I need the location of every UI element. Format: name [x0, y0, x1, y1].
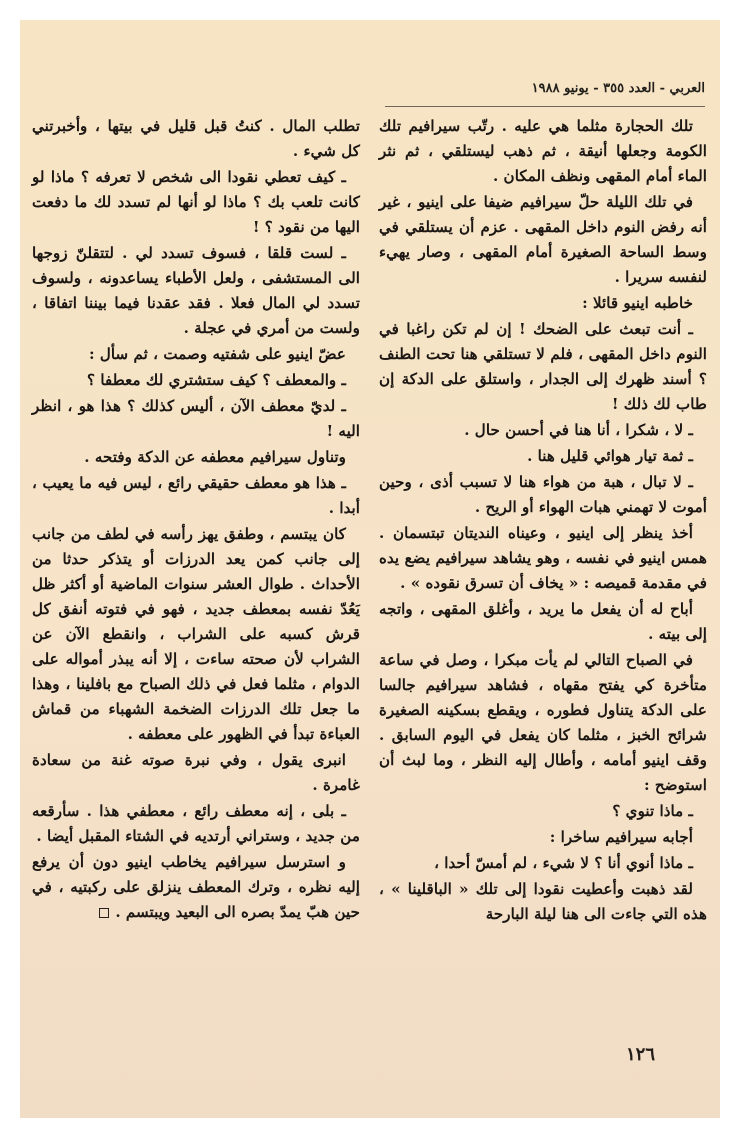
paragraph: ـ بلى ، إنه معطف رائع ، معطفي هذا . سأرقعه من جديد ، وستراني أرتديه في الشتاء المقبل أيضا . — [32, 802, 360, 845]
paragraph: خاطبه اينيو قائلا : — [582, 294, 693, 312]
paragraph: عضّ اينيو على شفتيه وصمت ، ثم سأل : — [88, 345, 346, 363]
paragraph: ـ لا ، شكرا ، أنا هنا في أحسن حال . — [464, 421, 693, 439]
last-paragraph-text: و استرسل سيرافيم يخاطب اينيو دون أن يرفع إليه نظره ، وترك المعطف ينزلق على ركبتيه ، في حين هبّ يمدّ بصره الى البعيد ويبتسم . — [32, 853, 360, 921]
paragraph: كان يبتسم ، وطفق يهز رأسه في لطف من جانب إلى جانب كمن يعد الدرزات أو يتذكر حدثا من الأحداث . طوال العشر سنوات الماضية أو أكثر ظل يَعُدّ نفسه بمعطف جديد ، فهو في فتوته أنفق كل قرش كسبه على الشراب ، وانقطع الآن عن الشراب لأن صحته ساءت ، إلا أنه يبذر أمواله على الدوام ، مثلما فعل في ذلك الصباح مع بافلينا ، وهذا ما جعل تلك الدرزات الضخمة الشهباء من قماش العباءة تبدأ في الظهور على معطفه . — [32, 525, 360, 743]
paragraph: ـ كيف تعطي نقودا الى شخص لا تعرفه ؟ ماذا لو كانت تلعب بك ؟ ماذا لو أنها لم تسدد لك ما دفعت اليها من نقود ؟ ! — [32, 168, 360, 236]
paragraph: في الصباح التالي لم يأت مبكرا ، وصل في ساعة متأخرة كي يفتح مقهاه ، فشاهد سيرافيم جالسا على الدكة يتناول فطوره ، ويقطع بسكينه الصغيرة شرائح الخبز ، مثلما كان يفعل في اليوم السابق . وقف اينيو أمامه ، وأطال إليه النظر ، وما لبث أن استوضح : — [379, 651, 707, 794]
left-column — [32, 114, 360, 926]
last-paragraph — [32, 850, 360, 925]
paragraph: أخذ ينظر إلى اينيو ، وعيناه النديتان تبتسمان . همس اينيو في نفسه ، وهو يشاهد سيرافيم يضع يده في مقدمة قميصه : « يخاف أن تسرق نقوده » . — [379, 524, 707, 592]
paragraph: ـ ماذا أنوي أنا ؟ لا شيء ، لم أمسّ أحدا ، — [434, 854, 693, 872]
paragraph: وتناول سيرافيم معطفه عن الدكة وفتحه . — [84, 448, 346, 466]
paragraph: في تلك الليلة حلّ سيرافيم ضيفا على اينيو ، غير أنه رفض النوم داخل المقهى . عزم أن يستلقي في وسط الساحة الصغيرة أمام المقهى ، وصار يهيء لنفسه سريرا . — [379, 193, 707, 286]
running-head: العربي - العدد ٣٥٥ - يونيو ١٩٨٨ — [531, 81, 705, 96]
paragraph: ـ والمعطف ؟ كيف ستشتري لك معطفا ؟ — [87, 371, 346, 389]
header-rule — [385, 106, 705, 107]
paragraph: أجابه سيرافيم ساخرا : — [549, 828, 693, 846]
paragraph: انبرى يقول ، وفي نبرة صوته غنة من سعادة غامرة . — [32, 751, 360, 794]
right-column — [379, 114, 707, 928]
paragraph: أباح له أن يفعل ما يريد ، وأغلق المقهى ، واتجه إلى بيته . — [379, 600, 707, 643]
paragraph: تطلب المال . كنتُ قبل قليل في بيتها ، وأخبرتني كل شيء . — [32, 117, 360, 160]
paragraph: ـ لديّ معطف الآن ، أليس كذلك ؟ هذا هو ، انظر اليه ! — [32, 397, 360, 440]
paragraph: ـ ماذا تنوي ؟ — [612, 802, 693, 820]
end-of-article-mark — [99, 908, 109, 918]
paragraph: ـ هذا هو معطف حقيقي رائع ، ليس فيه ما يعيب ، أبدا . — [32, 474, 360, 517]
magazine-page — [20, 20, 720, 1118]
paragraph: ـ لست قلقا ، فسوف تسدد لي . لتتقلنّ زوجها الى المستشفى ، ولعل الأطباء يساعدونه ، ولسوف تسدد لي المال فعلا . فقد عقدنا فيما بيننا اتفاقا ، ولست من أمري في عجلة . — [32, 244, 360, 337]
paragraph: ـ لا تبال ، هبة من هواء هنا لا تسبب أذى ، وحين أموت لا تهمني هبات الهواء أو الريح . — [379, 473, 707, 516]
paragraph: ـ ثمة تيار هوائي قليل هنا . — [527, 447, 693, 465]
paragraph: تلك الحجارة مثلما هي عليه . رتّب سيرافيم تلك الكومة وجعلها أنيقة ، ثم ذهب ليستلقي ، ثم نثر الماء أمام المقهى ونظف المكان . — [379, 117, 707, 185]
paragraph: لقد ذهبت وأعطيت نقودا إلى تلك « الباقلينا » ، هذه التي جاءت الى هنا ليلة البارحة — [379, 880, 707, 923]
page-number: ١٢٦ — [626, 1044, 656, 1065]
paragraph: ـ أنت تبعث على الضحك ! إن لم تكن راغبا في النوم داخل المقهى ، فلم لا تستلقي هنا تحت الطنف ؟ أسند ظهرك إلى الجدار ، واستلق على الدكة إن طاب لك ذلك ! — [379, 320, 707, 413]
